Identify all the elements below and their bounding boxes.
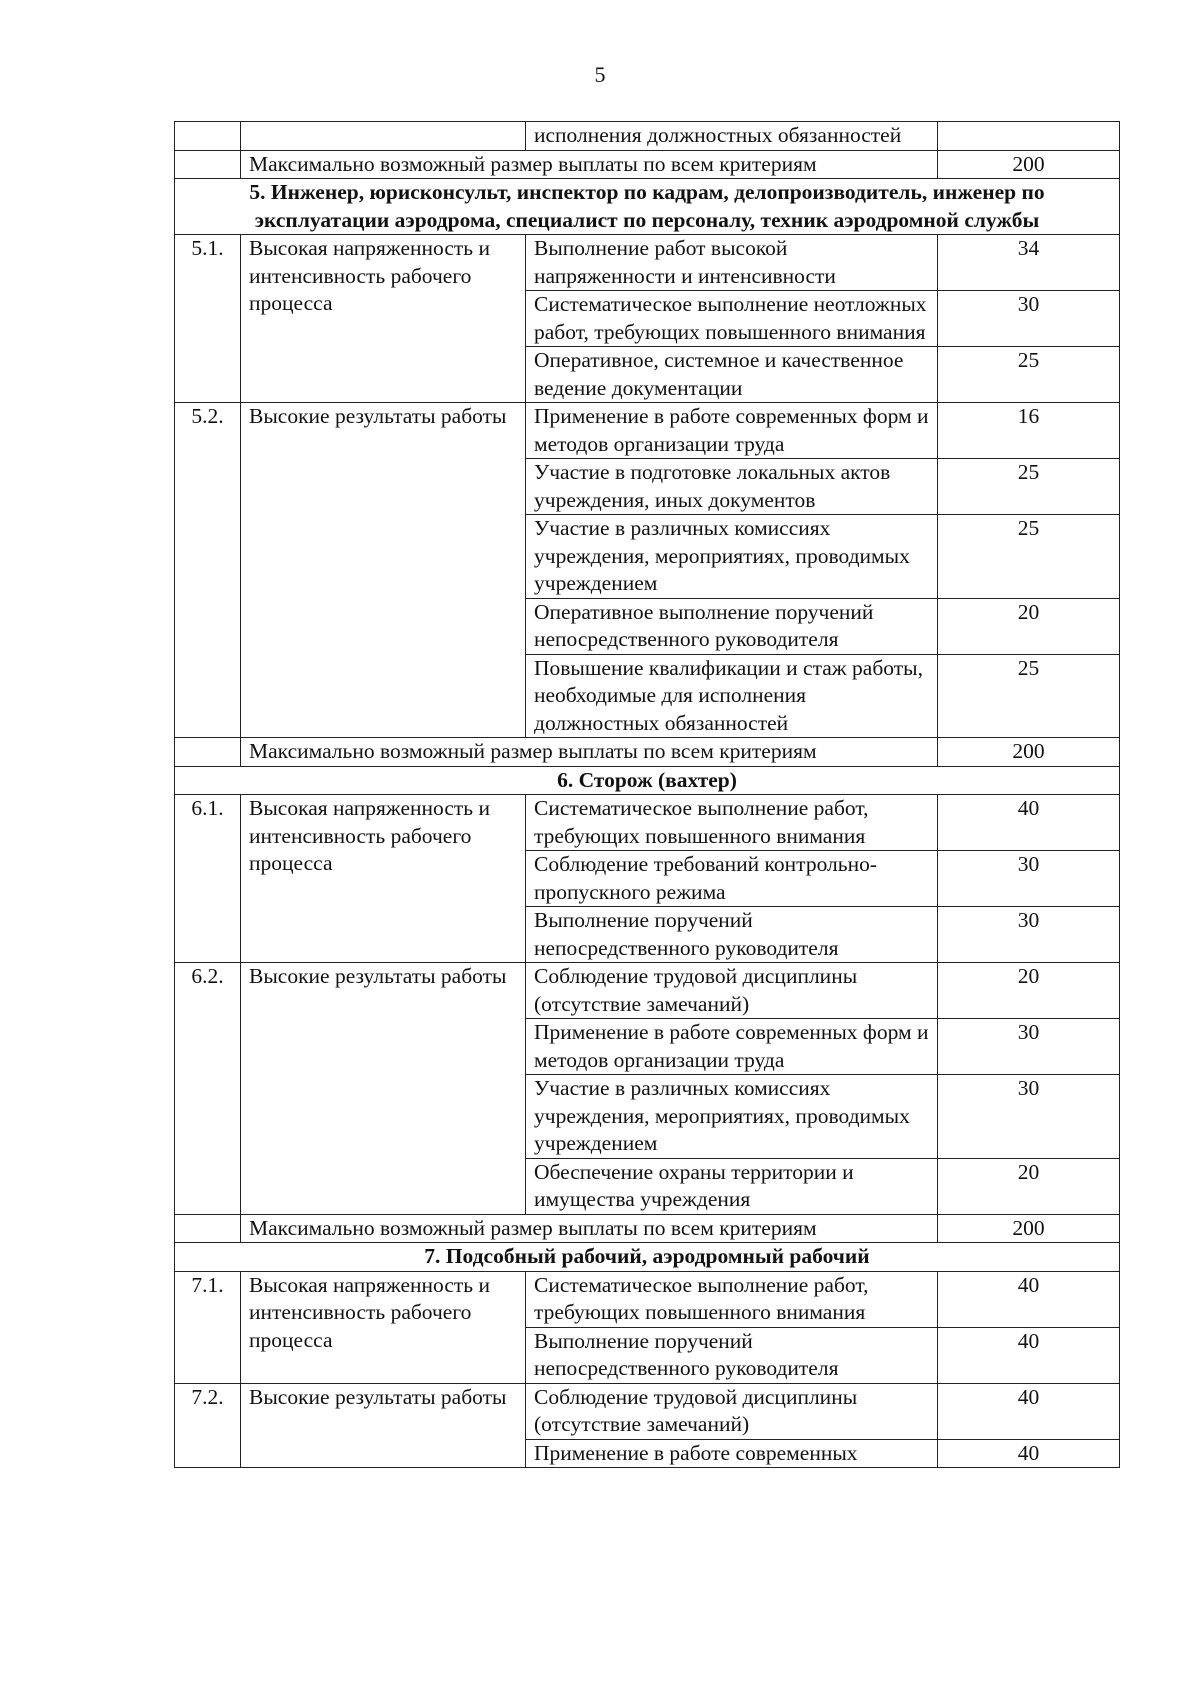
points-cell: 30 [938,907,1120,963]
table-row [175,122,1120,151]
indicator-cell: Соблюдение трудовой дисциплины (отсутствие замечаний) [526,1383,938,1439]
max-payment-label: Максимально возможный размер выплаты по всем критериям [241,738,938,767]
indicator-cell: Выполнение поручений непосредственного руководителя [526,1327,938,1383]
max-payment-row [175,1214,1120,1243]
criterion-name: Высокая напряженность и интенсивность рабочего процесса [241,795,526,963]
criteria-table [174,121,1120,1468]
max-payment-value: 200 [938,738,1120,767]
max-payment-label: Максимально возможный размер выплаты по всем критериям [241,1214,938,1243]
points-cell: 40 [938,1271,1120,1327]
indicator-cell: Участие в различных комиссиях учреждения, мероприятиях, проводимых учреждением [526,1075,938,1159]
criterion-name: Высокая напряженность и интенсивность рабочего процесса [241,1271,526,1383]
indicator-cell: Систематическое выполнение неотложных работ, требующих повышенного внимания [526,291,938,347]
page-number: 5 [594,62,606,87]
indicator-cell: Применение в работе современных [526,1439,938,1468]
criterion-number: 5.1. [175,235,241,403]
criterion-name: Высокие результаты работы [241,963,526,1215]
section-title-row [175,766,1120,795]
indicator-cell: Применение в работе современных форм и методов организации труда [526,1019,938,1075]
points-cell: 20 [938,598,1120,654]
indicator-cell: Оперативное выполнение поручений непосредственного руководителя [526,598,938,654]
points-cell: 16 [938,403,1120,459]
indicator-cell: Оперативное, системное и качественное ведение документации [526,347,938,403]
table-row [175,1383,1120,1439]
points-cell: 25 [938,347,1120,403]
points-cell: 40 [938,1327,1120,1383]
max-payment-value: 200 [938,150,1120,179]
section-title-row [175,1243,1120,1272]
table-row [175,235,1120,291]
indicator-cell: Выполнение поручений непосредственного руководителя [526,907,938,963]
criterion-number: 5.2. [175,403,241,738]
criterion-name: Высокие результаты работы [241,1383,526,1468]
points-cell: 40 [938,795,1120,851]
indicator-cell: Участие в подготовке локальных актов учреждения, иных документов [526,459,938,515]
indicator-cell: Обеспечение охраны территории и имущества учреждения [526,1158,938,1214]
points-cell: 20 [938,963,1120,1019]
table-row [175,403,1120,459]
criterion-name: Высокая напряженность и интенсивность рабочего процесса [241,235,526,403]
table-row [175,1271,1120,1327]
points-cell: 40 [938,1383,1120,1439]
points-cell: 30 [938,851,1120,907]
max-payment-value: 200 [938,1214,1120,1243]
max-payment-row [175,150,1120,179]
criterion-number: 7.1. [175,1271,241,1383]
indicator-cell: Применение в работе современных форм и методов организации труда [526,403,938,459]
indicator-cell: Соблюдение трудовой дисциплины (отсутствие замечаний) [526,963,938,1019]
indicator-cell: Выполнение работ высокой напряженности и интенсивности [526,235,938,291]
indicator-cell: Соблюдение требований контрольно-пропускного режима [526,851,938,907]
section-title: 7. Подсобный рабочий, аэродромный рабочий [175,1243,1120,1272]
indicator-cell: Систематическое выполнение работ, требующих повышенного внимания [526,1271,938,1327]
points-cell: 25 [938,459,1120,515]
sections-body [175,179,1120,1468]
indicator-cell: Повышение квалификации и стаж работы, необходимые для исполнения должностных обязанностей [526,654,938,738]
table-row [175,963,1120,1019]
indicator-cell: исполнения должностных обязанностей [526,122,938,151]
criterion-number: 6.2. [175,963,241,1215]
indicator-cell: Систематическое выполнение работ, требующих повышенного внимания [526,795,938,851]
indicator-cell: Участие в различных комиссиях учреждения, мероприятиях, проводимых учреждением [526,515,938,599]
criterion-number: 7.2. [175,1383,241,1468]
section-title-row [175,179,1120,235]
max-payment-row [175,738,1120,767]
points-cell: 30 [938,1019,1120,1075]
section-title: 6. Сторож (вахтер) [175,766,1120,795]
max-payment-label: Максимально возможный размер выплаты по всем критериям [241,150,938,179]
points-cell: 34 [938,235,1120,291]
points-cell: 30 [938,291,1120,347]
criterion-name: Высокие результаты работы [241,403,526,738]
points-cell: 40 [938,1439,1120,1468]
section-title: 5. Инженер, юрисконсульт, инспектор по кадрам, делопроизводитель, инженер по эксплуатации аэродрома, специалист по персоналу, техник аэродромной службы [175,179,1120,235]
table-row [175,795,1120,851]
points-cell: 30 [938,1075,1120,1159]
points-cell: 25 [938,654,1120,738]
criterion-number: 6.1. [175,795,241,963]
points-cell: 20 [938,1158,1120,1214]
points-cell: 25 [938,515,1120,599]
